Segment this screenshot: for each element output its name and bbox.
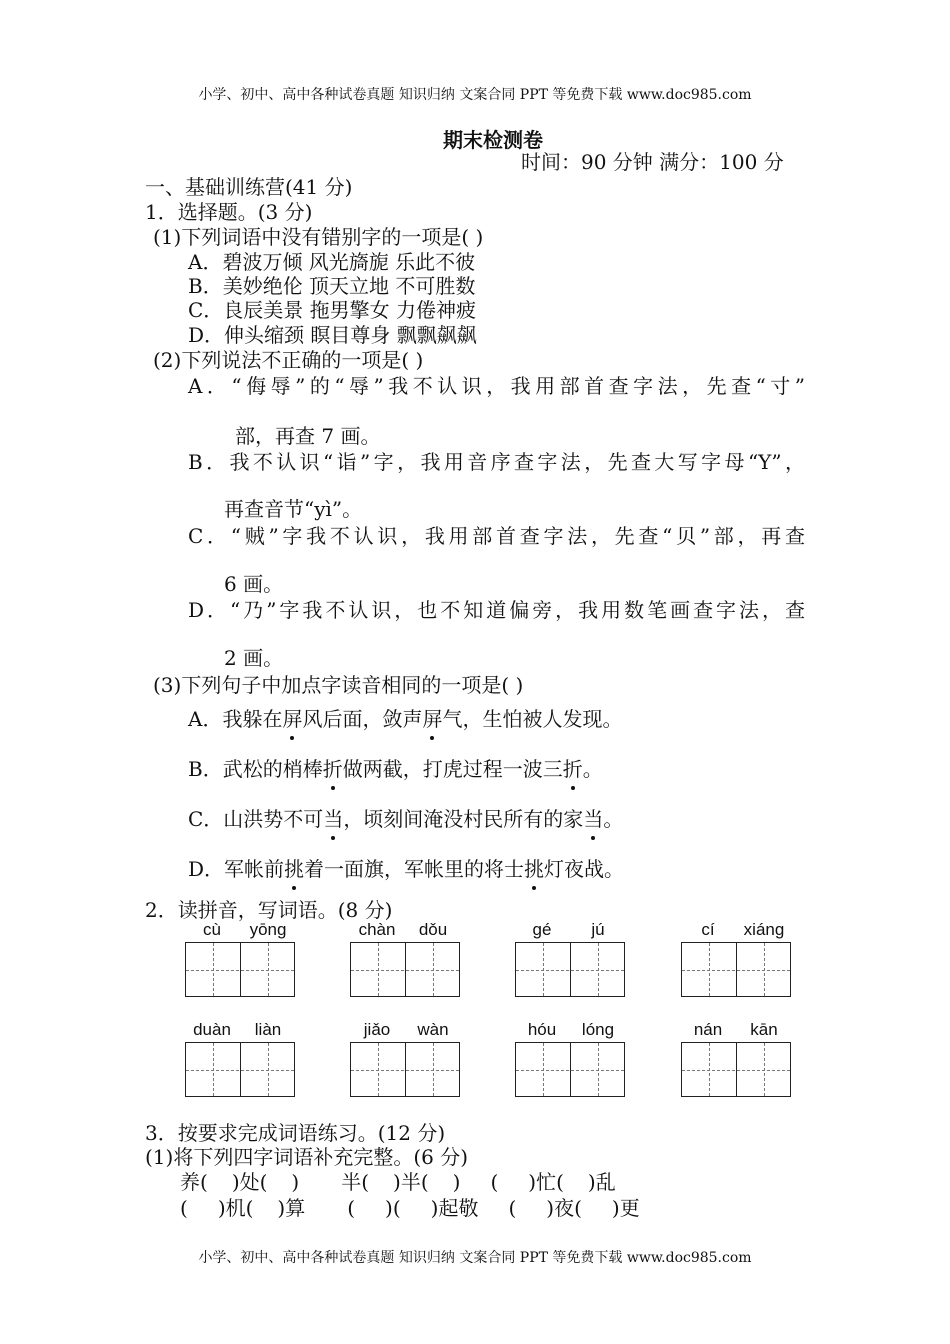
pinyin-syllable: jú bbox=[591, 920, 605, 939]
pinyin-syllable: kān bbox=[750, 1020, 778, 1039]
idiom-part: )( bbox=[385, 1196, 401, 1220]
idiom-part: )处( bbox=[231, 1170, 268, 1194]
character-writing-grid[interactable] bbox=[350, 942, 460, 997]
page-title: 期末检测卷 bbox=[443, 128, 543, 152]
q1-part2-option-c: C．“贼”字我不认识，我用部首查字法，先查“贝”部，再查 bbox=[188, 524, 805, 548]
idiom-part: 养( bbox=[180, 1170, 208, 1194]
q1-part2-option-d-cont: 2 画。 bbox=[224, 646, 284, 670]
idiom-part: )起敬 bbox=[430, 1196, 479, 1220]
pinyin-syllable: jiǎo bbox=[363, 1020, 391, 1039]
option-text: 着一面旗，军帐里的将士 bbox=[304, 857, 525, 881]
pinyin-syllable: hóu bbox=[527, 1020, 557, 1039]
q1-part2-option-a-cont: 部，再查 7 画。 bbox=[235, 424, 381, 448]
option-text: 。 bbox=[603, 807, 624, 831]
idiom-part: )更 bbox=[611, 1196, 640, 1220]
idiom-fill-line-2 bbox=[180, 1196, 640, 1220]
dotted-char: 折 bbox=[562, 757, 583, 781]
option-text: 风后面，敛声 bbox=[302, 707, 423, 731]
dotted-char: 折 bbox=[322, 757, 343, 781]
q1-part1-option-c: C．良辰美景 拖男擎女 力倦神疲 bbox=[188, 298, 477, 322]
q1-part3-option-a bbox=[188, 707, 622, 731]
idiom-part: ( bbox=[490, 1170, 499, 1194]
q1-part2-option-c-cont: 6 画。 bbox=[224, 572, 284, 596]
option-text: C．山洪势不可 bbox=[188, 807, 324, 831]
option-text: ，顷刻间淹没村民所有的家 bbox=[343, 807, 584, 831]
q1-part3-option-d bbox=[188, 857, 624, 881]
q1-part2-option-b-cont: 再查音节“yì”。 bbox=[224, 497, 363, 521]
idiom-part: )忙( bbox=[528, 1170, 564, 1194]
pinyin-syllable: nán bbox=[693, 1020, 723, 1039]
pinyin-syllable: duàn bbox=[193, 1020, 231, 1039]
character-writing-grid[interactable] bbox=[681, 1042, 791, 1097]
pinyin-syllable: chàn bbox=[358, 920, 396, 939]
character-writing-grid[interactable] bbox=[350, 1042, 460, 1097]
character-writing-grid[interactable] bbox=[185, 1042, 295, 1097]
idiom-part: ( bbox=[347, 1196, 356, 1220]
dotted-char: 当 bbox=[323, 807, 344, 831]
option-text: B．武松的梢棒 bbox=[188, 757, 323, 781]
idiom-part: )算 bbox=[277, 1196, 306, 1220]
idiom-part: ( bbox=[508, 1196, 517, 1220]
pinyin-syllable: dǒu bbox=[418, 920, 448, 939]
q1-part1-option-d: D．伸头缩颈 瞑目尊身 飘飘飙飙 bbox=[188, 323, 477, 347]
option-text: D．军帐前 bbox=[188, 857, 285, 881]
q1-part3-option-b bbox=[188, 757, 603, 781]
idiom-part: )半( bbox=[393, 1170, 429, 1194]
q1-part1-stem: (1)下列词语中没有错别字的一项是( ) bbox=[153, 225, 484, 249]
idiom-part: ( bbox=[180, 1196, 188, 1220]
idiom-part: ) bbox=[291, 1170, 300, 1194]
q1-part2-option-a: A．“侮辱”的“辱”我不认识，我用部首查字法，先查“寸” bbox=[188, 374, 805, 398]
q1-part2-option-d: D．“乃”字我不认识，也不知道偏旁，我用数笔画查字法，查 bbox=[188, 598, 805, 622]
pinyin-syllable: lóng bbox=[581, 1020, 615, 1039]
character-writing-grid[interactable] bbox=[185, 942, 295, 997]
pinyin-syllable: cù bbox=[203, 920, 221, 939]
question-3-heading: 3．按要求完成词语练习。(12 分) bbox=[145, 1121, 446, 1145]
pinyin-syllable: wàn bbox=[417, 1020, 449, 1039]
q1-part2-stem: (2)下列说法不正确的一项是( ) bbox=[153, 348, 424, 372]
dotted-char: 挑 bbox=[524, 857, 545, 881]
option-text: 做两截，打虎过程一波三 bbox=[342, 757, 563, 781]
character-writing-grid[interactable] bbox=[515, 942, 625, 997]
dotted-char: 屏 bbox=[422, 707, 443, 731]
pinyin-syllable: gé bbox=[532, 920, 552, 939]
section-heading: 一、基础训练营(41 分) bbox=[145, 175, 353, 199]
exam-time-info: 时间：90 分钟 满分：100 分 bbox=[521, 150, 784, 174]
dotted-char: 当 bbox=[583, 807, 604, 831]
page-footer: 小学、初中、高中各种试卷真题 知识归纳 文案合同 PPT 等免费下载 www.doc985.com bbox=[198, 1250, 752, 1266]
q1-part1-option-b: B．美妙绝伦 顶天立地 不可胜数 bbox=[188, 274, 476, 298]
option-text: A．我躲在 bbox=[188, 707, 283, 731]
idiom-part: )乱 bbox=[587, 1170, 616, 1194]
dotted-char: 挑 bbox=[284, 857, 305, 881]
pinyin-syllable: xiáng bbox=[743, 920, 785, 939]
page-header: 小学、初中、高中各种试卷真题 知识归纳 文案合同 PPT 等免费下载 www.doc985.com bbox=[198, 87, 752, 103]
q1-part3-option-c bbox=[188, 807, 623, 831]
idiom-part: ) bbox=[452, 1170, 461, 1194]
q1-part1-option-a: A．碧波万倾 风光旖旎 乐此不彼 bbox=[188, 250, 476, 274]
idiom-part: )夜( bbox=[546, 1196, 582, 1220]
character-writing-grid[interactable] bbox=[515, 1042, 625, 1097]
pinyin-syllable: liàn bbox=[254, 1020, 282, 1039]
question-3-sub1: (1)将下列四字词语补充完整。(6 分) bbox=[145, 1145, 469, 1169]
option-text: 灯夜战。 bbox=[544, 857, 625, 881]
pinyin-syllable: yōng bbox=[249, 920, 287, 939]
option-text: 气，生怕被人发现。 bbox=[442, 707, 623, 731]
q1-part3-stem: (3)下列句子中加点字读音相同的一项是( ) bbox=[153, 673, 524, 697]
q1-part2-option-b: B．我不认识“诣”字，我用音序查字法，先查大写字母“Y”， bbox=[188, 450, 805, 474]
question-2-heading: 2．读拼音，写词语。(8 分) bbox=[145, 898, 393, 922]
pinyin-syllable: cí bbox=[701, 920, 715, 939]
option-text: 。 bbox=[582, 757, 603, 781]
idiom-part: 半( bbox=[341, 1170, 370, 1194]
character-writing-grid[interactable] bbox=[681, 942, 791, 997]
idiom-fill-line-1 bbox=[180, 1170, 616, 1194]
question-1-heading: 1．选择题。(3 分) bbox=[145, 200, 313, 224]
idiom-part: )机( bbox=[217, 1196, 254, 1220]
dotted-char: 屏 bbox=[282, 707, 303, 731]
